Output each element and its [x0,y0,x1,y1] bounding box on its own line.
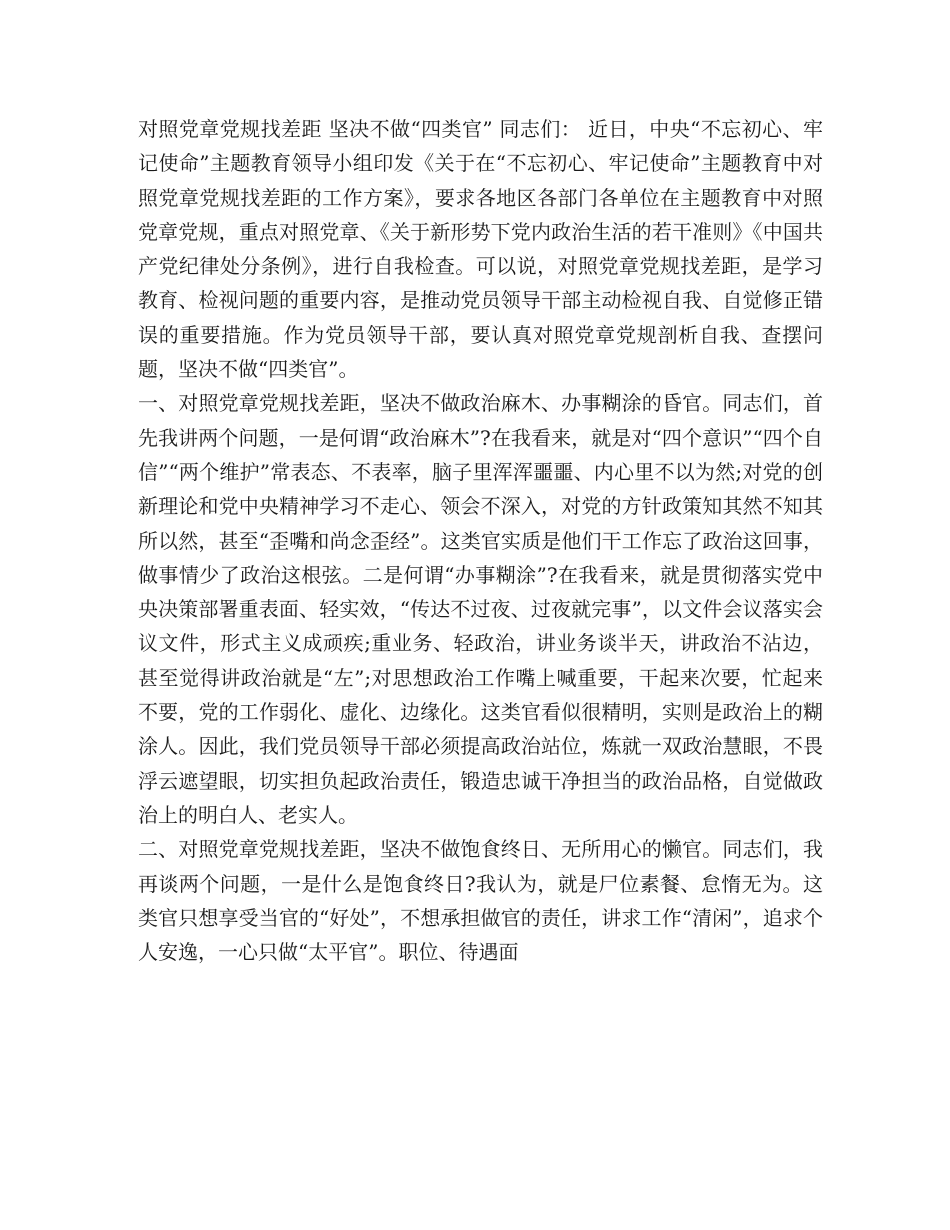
document-body [138,112,823,969]
paragraph-section-one: 一、对照党章党规找差距，坚决不做政治麻木、办事糊涂的昏官。同志们，首先我讲两个问题，一是何谓“政治麻木”?在我看来，就是对“四个意识”“四个自信”“两个维护”常表态、不表率，脑子里浑浑噩噩、内心里不以为然;对党的创新理论和党中央精神学习不走心、领会不深入，对党的方针政策知其然不知其所以然，甚至“歪嘴和尚念歪经”。这类官实质是他们干工作忘了政治这回事，做事情少了政治这根弦。二是何谓“办事糊涂”?在我看来，就是贯彻落实党中央决策部署重表面、轻实效，“传达不过夜、过夜就完事”，以文件会议落实会议文件，形式主义成顽疾;重业务、轻政治，讲业务谈半天，讲政治不沾边，甚至觉得讲政治就是“左”;对思想政治工作嘴上喊重要，干起来次要，忙起来不要，党的工作弱化、虚化、边缘化。这类官看似很精明，实则是政治上的糊涂人。因此，我们党员领导干部必须提高政治站位，炼就一双政治慧眼，不畏浮云遮望眼，切实担负起政治责任，锻造忠诚干净担当的政治品格，自觉做政治上的明白人、老实人。 [138,391,823,827]
paragraph-section-two: 二、对照党章党规找差距，坚决不做饱食终日、无所用心的懒官。同志们，我再谈两个问题，一是什么是饱食终日?我认为，就是尸位素餐、怠惰无为。这类官只想享受当官的“好处”，不想承担做官的责任，讲求工作“清闲”，追求个人安逸，一心只做“太平官”。职位、待遇面 [138,837,823,965]
paragraph-intro: 对照党章党规找差距 坚决不做“四类官” 同志们： 近日，中央“不忘初心、牢记使命”主题教育领导小组印发《关于在“不忘初心、牢记使命”主题教育中对照党章党规找差距的工作方案》，要求各地区各部门各单位在主题教育中对照党章党规，重点对照党章、《关于新形势下党内政治生活的若干准则》《中国共产党纪律处分条例》，进行自我检查。可以说，对照党章党规找差距，是学习教育、检视问题的重要内容，是推动党员领导干部主动检视自我、自觉修正错误的重要措施。作为党员领导干部，要认真对照党章党规剖析自我、查摆问题，坚决不做“四类官”。 [138,117,823,382]
